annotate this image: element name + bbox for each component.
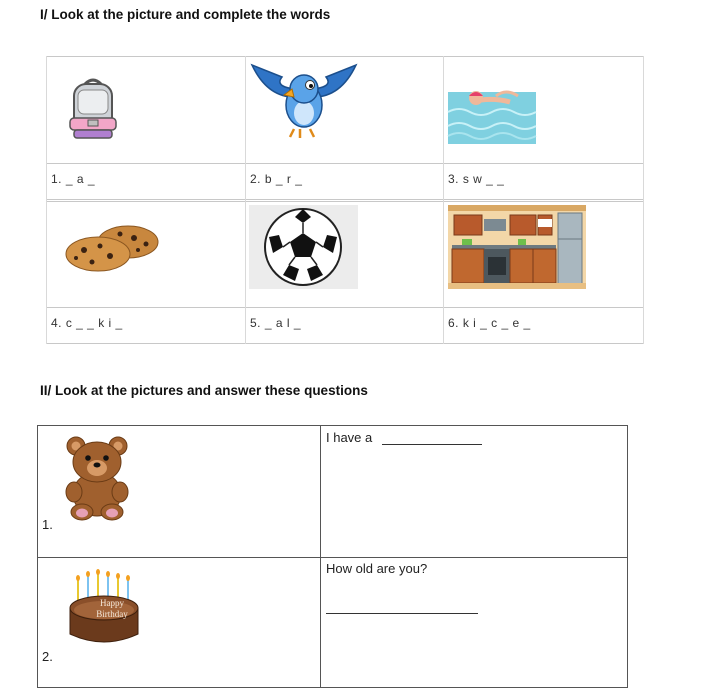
- cookies-icon: [62, 220, 162, 276]
- answer-line-1: [382, 444, 482, 445]
- question-prompt-1: I have a: [326, 430, 376, 445]
- item-label-2: 2. b _ r _: [250, 172, 303, 186]
- swimmer-icon: [448, 84, 536, 144]
- section1-heading: I/ Look at the picture and complete the words: [40, 7, 331, 22]
- picture-word-table: [46, 56, 644, 344]
- item-label-3: 3. s w _ _: [448, 172, 505, 186]
- backpack-icon: [68, 76, 118, 140]
- teddy-bear-icon: [62, 434, 132, 520]
- cake-inscription: Happy Birthday: [96, 598, 128, 619]
- item-label-6: 6. k i _ c _ e _: [448, 316, 531, 330]
- item-label-1: 1. _ a _: [51, 172, 96, 186]
- soccer-ball-icon: [263, 207, 343, 287]
- row-number-1: 1.: [42, 517, 53, 532]
- question-prompt-2: How old are you?: [326, 561, 428, 576]
- row-number-2: 2.: [42, 649, 53, 664]
- section2-heading: II/ Look at the pictures and answer these questions: [40, 383, 368, 398]
- kitchen-icon: [448, 205, 586, 289]
- item-label-4: 4. c _ _ k i _: [51, 316, 123, 330]
- answer-line-2: [326, 613, 478, 614]
- bird-icon: [248, 59, 360, 139]
- question-table: [37, 425, 628, 688]
- item-label-5: 5. _ a l _: [250, 316, 302, 330]
